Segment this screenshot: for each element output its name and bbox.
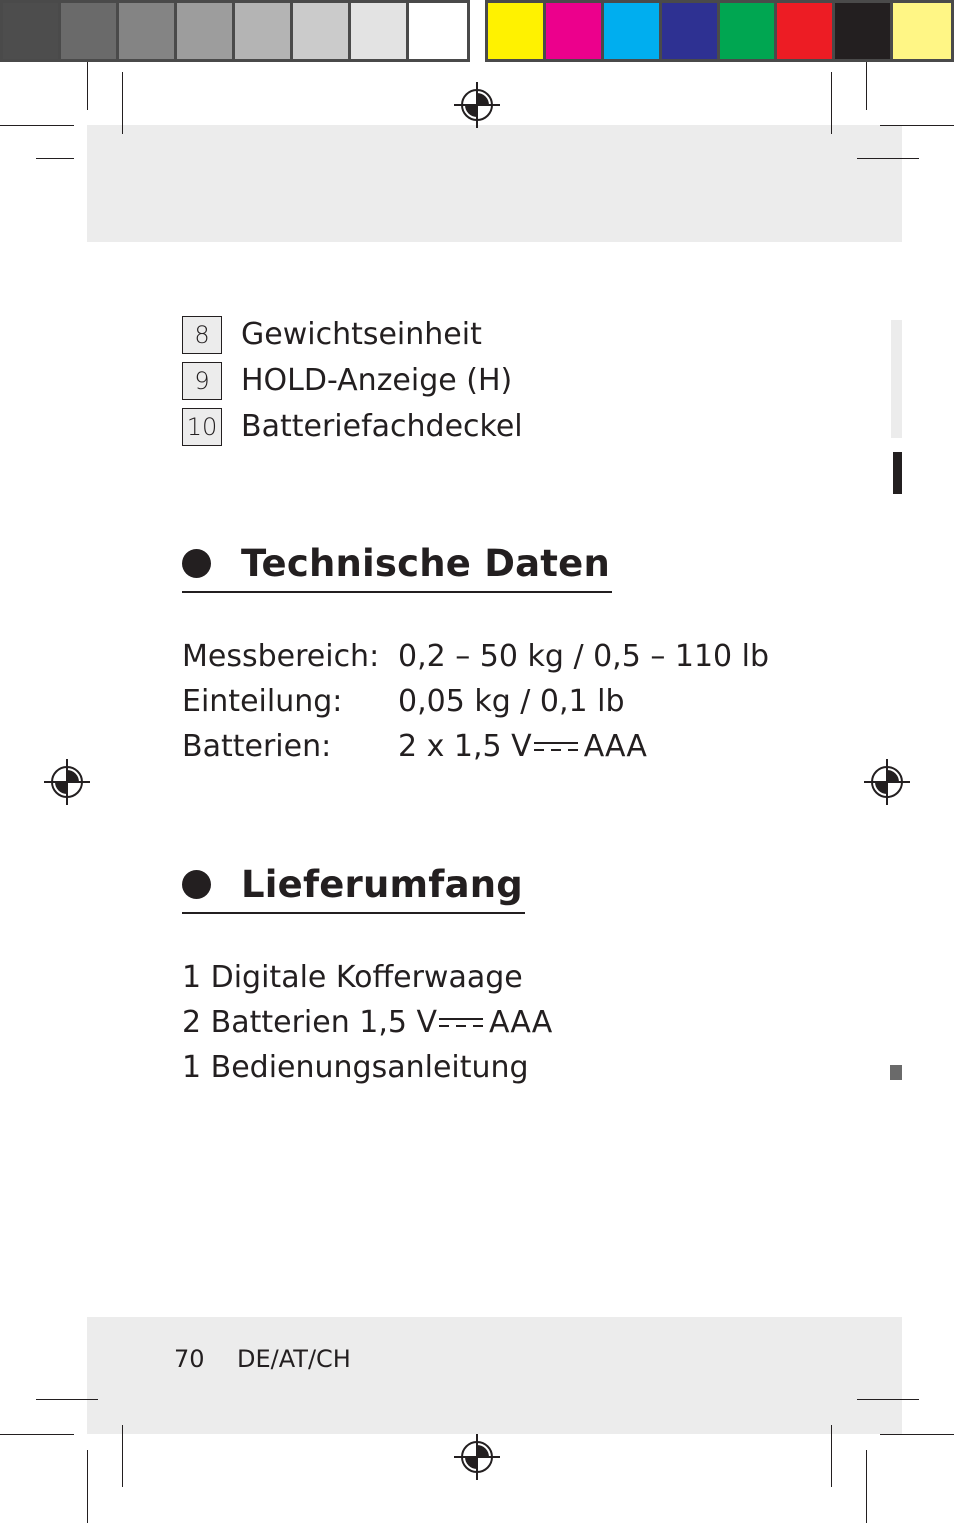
- crop-mark: [866, 62, 867, 110]
- bullet-icon: [182, 870, 211, 899]
- crop-mark: [857, 158, 919, 159]
- crop-mark: [880, 1434, 954, 1435]
- battery-type: AAA: [583, 729, 647, 764]
- dc-current-icon: [439, 1016, 483, 1030]
- gray-swatch: [351, 3, 409, 59]
- registration-mark-icon: [42, 757, 92, 807]
- gray-swatch: [293, 3, 351, 59]
- scope-item: [182, 955, 523, 1000]
- part-row: [182, 407, 523, 447]
- part-row: [182, 315, 482, 355]
- spec-label: Messbereich:: [182, 639, 380, 674]
- gray-swatch: [3, 3, 61, 59]
- color-swatch: [488, 3, 546, 59]
- crop-mark: [866, 1450, 867, 1523]
- scope-item-text: 2 Batterien 1,5 V: [182, 1005, 438, 1040]
- side-tab-marker: [891, 320, 902, 438]
- header-band: [87, 125, 902, 242]
- registration-mark-icon: [862, 757, 912, 807]
- scope-item-text: 1 Digitale Kofferwaage: [182, 960, 523, 995]
- crop-mark: [36, 158, 74, 159]
- dc-current-icon: [534, 740, 578, 754]
- gray-swatch: [235, 3, 293, 59]
- section-title: Lieferumfang: [241, 862, 523, 906]
- scope-item-text: 1 Bedienungsanleitung: [182, 1050, 529, 1085]
- crop-mark: [122, 72, 123, 134]
- crop-mark: [36, 1399, 98, 1400]
- gray-swatch: [177, 3, 235, 59]
- process-color-strip: [485, 0, 954, 62]
- registration-mark-icon: [452, 1432, 502, 1482]
- page-number: 70: [174, 1345, 205, 1373]
- part-number-badge: 9: [182, 362, 222, 400]
- gray-swatch: [119, 3, 177, 59]
- part-number-badge: 8: [182, 316, 222, 354]
- spec-value: 0,2 – 50 kg / 0,5 – 110 lb: [398, 639, 770, 674]
- section-heading-scope: [182, 856, 525, 914]
- crop-mark: [0, 1434, 74, 1435]
- gray-swatch: [61, 3, 119, 59]
- crop-mark: [831, 1425, 832, 1487]
- battery-voltage: 2 x 1,5 V: [398, 729, 532, 764]
- gray-swatch: [409, 3, 467, 59]
- spec-row: [182, 679, 782, 724]
- part-label: Batteriefachdeckel: [241, 409, 523, 444]
- footer-band: [87, 1317, 902, 1434]
- spec-row: [182, 724, 782, 769]
- crop-mark: [87, 1450, 88, 1523]
- scope-item: [182, 1000, 552, 1045]
- spec-value: [398, 724, 647, 769]
- region-label: DE/AT/CH: [237, 1345, 351, 1373]
- crop-mark: [880, 125, 954, 126]
- part-row: [182, 361, 512, 401]
- section-title: Technische Daten: [241, 541, 610, 585]
- bullet-icon: [182, 549, 211, 578]
- part-label: Gewichtseinheit: [241, 317, 482, 352]
- color-swatch: [835, 3, 893, 59]
- color-swatch: [777, 3, 835, 59]
- part-label: HOLD-Anzeige (H): [241, 363, 513, 398]
- color-swatch: [720, 3, 778, 59]
- crop-mark: [122, 1425, 123, 1487]
- grayscale-strip: [0, 0, 470, 62]
- color-swatch: [546, 3, 604, 59]
- crop-mark: [0, 125, 74, 126]
- crop-mark: [831, 72, 832, 134]
- crop-mark: [87, 62, 88, 110]
- spec-row: [182, 634, 782, 679]
- spec-label: Batterien:: [182, 729, 332, 764]
- color-swatch: [662, 3, 720, 59]
- part-number-badge: 10: [182, 408, 222, 446]
- side-tab-edge: [893, 452, 902, 494]
- section-heading-specs: [182, 535, 612, 593]
- side-square-marker: [890, 1065, 902, 1080]
- spec-value: 0,05 kg / 0,1 lb: [398, 684, 625, 719]
- scope-item-text: AAA: [489, 1005, 553, 1040]
- scope-item: [182, 1045, 529, 1090]
- registration-mark-icon: [452, 80, 502, 130]
- color-swatch: [893, 3, 951, 59]
- color-swatch: [604, 3, 662, 59]
- spec-label: Einteilung:: [182, 684, 343, 719]
- crop-mark: [857, 1399, 919, 1400]
